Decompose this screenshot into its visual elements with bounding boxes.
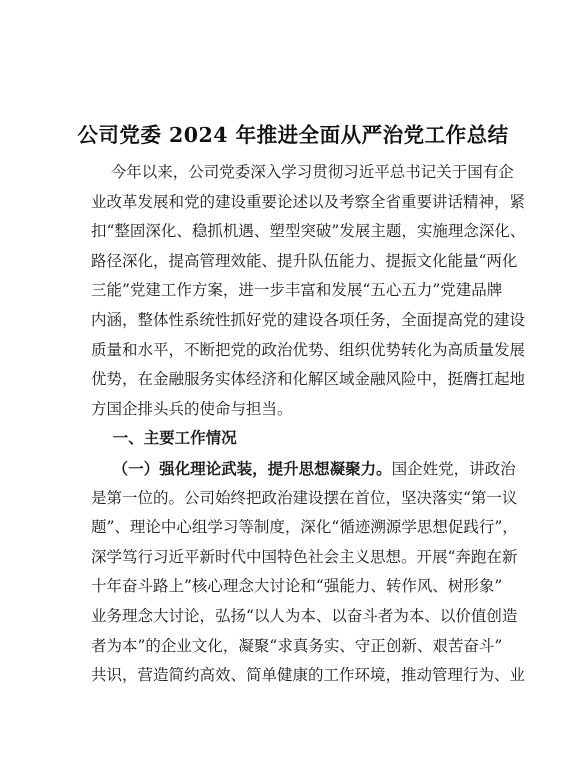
paragraph-line: 路径深化，提高管理效能、提升队伍能力、提振文化能量“两化 (91, 251, 518, 270)
paragraph-line: 扣“整固深化、稳抓机遇、塑型突破”发展主题，实施理念深化、 (91, 222, 526, 241)
paragraph-line: 三能”党建工作方案，进一步丰富和发展“五心五力”党建品牌 (91, 281, 503, 300)
paragraph-line: 是第一位的。公司始终把政治建设摆在首位，坚决落实“第一议 (91, 488, 518, 507)
paragraph-line: 题”、理论中心组学习等制度，深化“循迹溯源学思想促践行”， (91, 518, 518, 537)
paragraph-line: 方国企排头兵的使命与担当。 (91, 399, 293, 418)
paragraph-line: 今年以来，公司党委深入学习贯彻习近平总书记关于国有企 (91, 163, 514, 181)
paragraph-line: 共识，营造简约高效、简单健康的工作环境，推动管理行为、业 (91, 666, 526, 685)
paragraph-line: 者为本”的企业文化，凝聚“求真务实、守正创新、艰苦奋斗” (91, 636, 503, 655)
document-body (91, 158, 526, 691)
subsection-first-line (91, 454, 516, 484)
subsection-first-text: 国企姓党，讲政治 (391, 459, 516, 478)
paragraph-line: 质量和水平，不断把党的政治优势、组织优势转化为高质量发展 (91, 340, 526, 359)
document-title: 公司党委 2024 年推进全面从严治党工作总结 (77, 123, 509, 147)
section-heading: 一、主要工作情况 (91, 429, 237, 448)
paragraph-line: 业改革发展和党的建设重要论述以及考察全省重要讲话精神，紧 (91, 192, 526, 211)
paragraph-line: 深学笃行习近平新时代中国特色社会主义思想。开展“奔跑在新 (91, 547, 518, 566)
paragraph-line: 内涵，整体性系统性抓好党的建设各项任务，全面提高党的建设 (91, 310, 526, 329)
subsection-heading: （一）强化理论武装，提升思想凝聚力。 (91, 458, 392, 478)
paragraph-line: 业务理念大讨论，弘扬“以人为本、以奋斗者为本、以价值创造 (91, 606, 518, 625)
paragraph-line: 优势，在金融服务实体经济和化解区域金融风险中，挺膺扛起地 (91, 370, 526, 389)
paragraph-line: 十年奋斗路上”核心理念大讨论和“强能力、转作风、树形象” (91, 577, 503, 596)
